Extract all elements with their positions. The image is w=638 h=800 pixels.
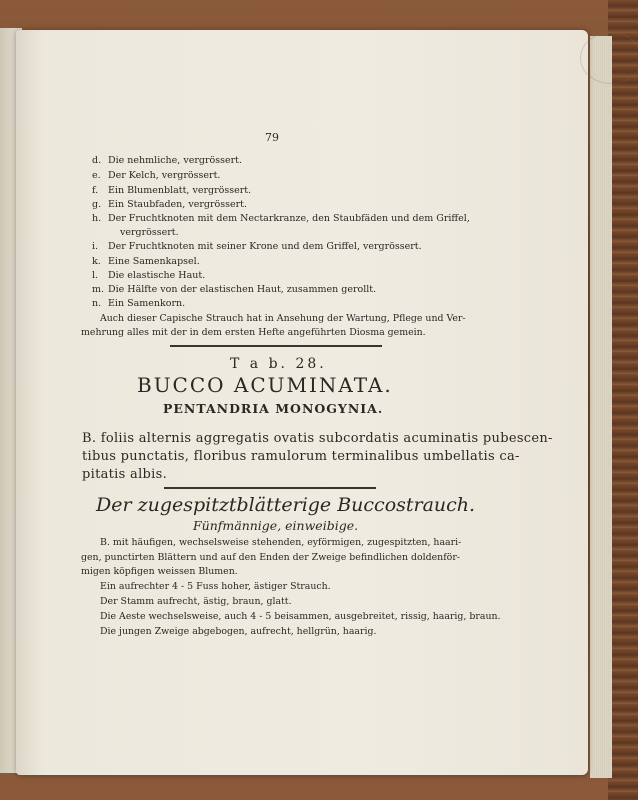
german-description-line: gen, punctirten Blättern und auf den Enden der Zweige befindlichen doldenför-: [81, 552, 460, 563]
figure-item: f. Ein Blumenblatt, vergrössert.: [92, 185, 252, 196]
latin-description-line: tibus punctatis, floribus ramulorum terminalibus umbellatis ca-: [82, 449, 520, 464]
figure-item: g. Ein Staubfaden, vergrössert.: [92, 199, 247, 210]
german-description-line: Die jungen Zweige abgebogen, aufrecht, hellgrün, haarig.: [100, 626, 377, 637]
plate-label: T a b. 28.: [230, 356, 327, 372]
german-description-line: Der Stamm aufrecht, ästig, braun, glatt.: [100, 596, 292, 607]
german-description-line: B. mit häufigen, wechselsweise stehenden, eyförmigen, zugespitzten, haari-: [100, 537, 462, 548]
german-subtitle: Fünfmännige, einweibige.: [193, 518, 359, 533]
page-corner-mark: [580, 32, 638, 84]
latin-title: BUCCO ACUMINATA.: [137, 373, 393, 397]
book-binding-edge: [608, 0, 638, 800]
page-number: 79: [265, 131, 279, 144]
german-description-line: Die Aeste wechselsweise, auch 4 - 5 beisammen, ausgebreitet, rissig, haarig, braun.: [100, 611, 501, 622]
figure-item: n. Ein Samenkorn.: [92, 298, 186, 309]
figure-item: d. Die nehmliche, vergrössert.: [92, 155, 242, 166]
latin-description-line: pitatis albis.: [82, 467, 168, 482]
german-description-line: Ein aufrechter 4 - 5 Fuss hoher, ästiger Strauch.: [100, 581, 331, 592]
class-title: PENTANDRIA MONOGYNIA.: [163, 401, 384, 416]
figure-item: h. Der Fruchtknoten mit dem Nectarkranze, den Staubfäden und dem Griffel,: [92, 213, 470, 224]
figure-item-continuation: vergrössert.: [120, 227, 179, 238]
figure-item: e. Der Kelch, vergrössert.: [92, 170, 221, 181]
note-line: mehrung alles mit der in dem ersten Hefte angeführten Diosma gemein.: [81, 327, 426, 338]
figure-item: i. Der Fruchtknoten mit seiner Krone und dem Griffel, vergrössert.: [92, 241, 422, 252]
german-description-line: migen köpfigen weissen Blumen.: [81, 566, 238, 577]
figure-item: k. Eine Samenkapsel.: [92, 256, 200, 267]
page-stack-edges: [590, 36, 612, 778]
latin-description-line: B. foliis alternis aggregatis ovatis subcordatis acuminatis pubescen-: [82, 431, 553, 446]
note-line: Auch dieser Capische Strauch hat in Ansehung der Wartung, Pflege und Ver-: [100, 313, 466, 324]
figure-item: m. Die Hälfte von der elastischen Haut, zusammen gerollt.: [92, 284, 377, 295]
section-divider: [170, 345, 382, 347]
section-divider: [164, 487, 376, 489]
figure-item: l. Die elastische Haut.: [92, 270, 206, 281]
german-title: Der zugespitztblätterige Buccostrauch.: [96, 494, 476, 516]
